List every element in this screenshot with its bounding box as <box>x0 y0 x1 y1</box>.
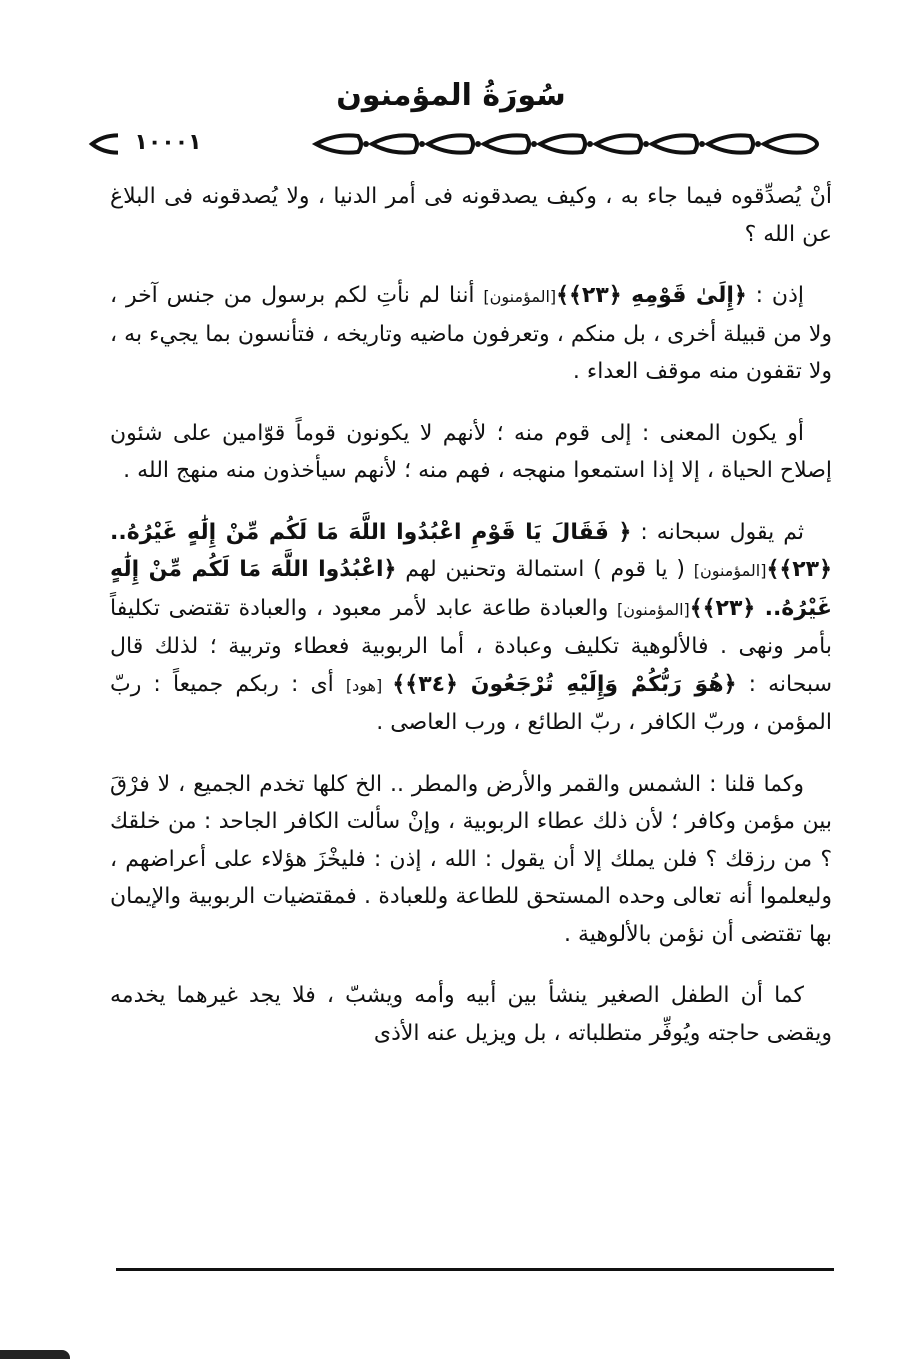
surah-reference: [المؤمنون] <box>483 287 557 306</box>
paragraph-text: أنْ يُصدِّقوه فيما جاء به ، وكيف يصدقونه فى أمر الدنيا ، ولا يُصدقونه فى البلاغ عن الله ؟ <box>110 184 832 247</box>
paragraph-text: كما أن الطفل الصغير ينشأ بين أبيه وأمه ويشبّ ، فلا يجد غيرهما يخدمه ويقضى حاجته ويُوفِّر متطلباته ، بل ويزيل عنه الأذى <box>110 983 832 1046</box>
quran-verse: ﴿إِلَىٰ قَوْمِهِ ﴿٢٣﴾﴾ <box>556 283 747 308</box>
quran-verse: ﴿ فَقَالَ يَا قَوْمِ اعْبُدُوا اللَّهَ مَا لَكُم مِّنْ إِلَٰهٍ غَيْرُهُ.. ﴿٢٣﴾﴾ <box>110 519 832 582</box>
paragraph-text: أى : ربكم جميعاً : ربّ المؤمن ، وربّ الكافر ، ربّ الطائع ، ورب العاصى . <box>110 671 832 735</box>
quran-verse: ﴿اعْبُدُوا اللَّهَ مَا لَكُم مِّنْ إِلَٰهٍ غَيْرُهُ.. ﴿٢٣﴾﴾ <box>110 557 832 621</box>
body-paragraph <box>110 514 832 742</box>
scan-edge-mark <box>0 1350 70 1359</box>
page-body-text <box>110 178 832 1076</box>
surah-reference: [المؤمنون] <box>693 561 767 580</box>
paragraph-text: وكما قلنا : الشمس والقمر والأرض والمطر .. الخ كلها تخدم الجميع ، لا فرْقَ بين مؤمن وكافر ؛ لأن ذلك عطاء الربوبية ، وإنْ سألت الكافر الجاحد : من خلقك ؟ من رزقك ؟ فلن يملك إلا أن يقول : الله ، إذن : فليخْزَ هؤلاء على أعراضهم ، وليعلموا أنه تعالى وحده المستحق للطاعة وللعبادة . فمقتضيات الربوبية والإيمان بها تقتضى أن نؤمن بالألوهية . <box>110 771 832 947</box>
paragraph-text: والعبادة طاعة عابد لأمر معبود ، والعبادة تقتضى تكليفاً بأمر ونهى . فالألوهية تكليف وعبادة ، أما الربوبية فعطاء وتربية ؛ لذلك قال سبحانه : <box>110 595 833 697</box>
body-paragraph <box>110 415 832 490</box>
paragraph-text: أو يكون المعنى : إلى قوم منه ؛ لأنهم لا يكونون قوماً قوّامين على شئون إصلاح الحياة ، إلا إذا استمعوا منهجه ، فهم منه ؛ لأنهم سيأخذون منه منهج الله . <box>110 420 832 483</box>
page-number: ١٠٠٠١ <box>118 128 218 158</box>
body-paragraph <box>110 766 832 954</box>
footer-divider <box>116 1268 834 1271</box>
paragraph-text: إذن : <box>746 283 804 308</box>
paragraph-text: ثم يقول سبحانه : <box>631 519 804 545</box>
body-paragraph <box>110 178 832 253</box>
paragraph-text: أننا لم نأتِ لكم برسول من جنس آخر ، ولا من قبيلة أخرى ، بل منكم ، وتعرفون ماضيه وتاريخه ، فتأنسون بما يجيء به ، ولا تقفون منه موقف العداء . <box>110 283 832 384</box>
surah-reference: [هود] <box>345 675 393 695</box>
quran-verse: ﴿هُوَ رَبُّكُمْ وَإِلَيْهِ تُرْجَعُونَ ﴿٣٤﴾﴾ <box>392 671 737 697</box>
paragraph-text: ( يا قوم ) استمالة وتحنين لهم <box>396 557 694 582</box>
surah-reference: [المؤمنون] <box>617 599 690 619</box>
body-paragraph <box>110 977 832 1052</box>
surah-title: سُورَةُ المؤمنون <box>336 78 566 113</box>
body-paragraph <box>110 277 832 391</box>
